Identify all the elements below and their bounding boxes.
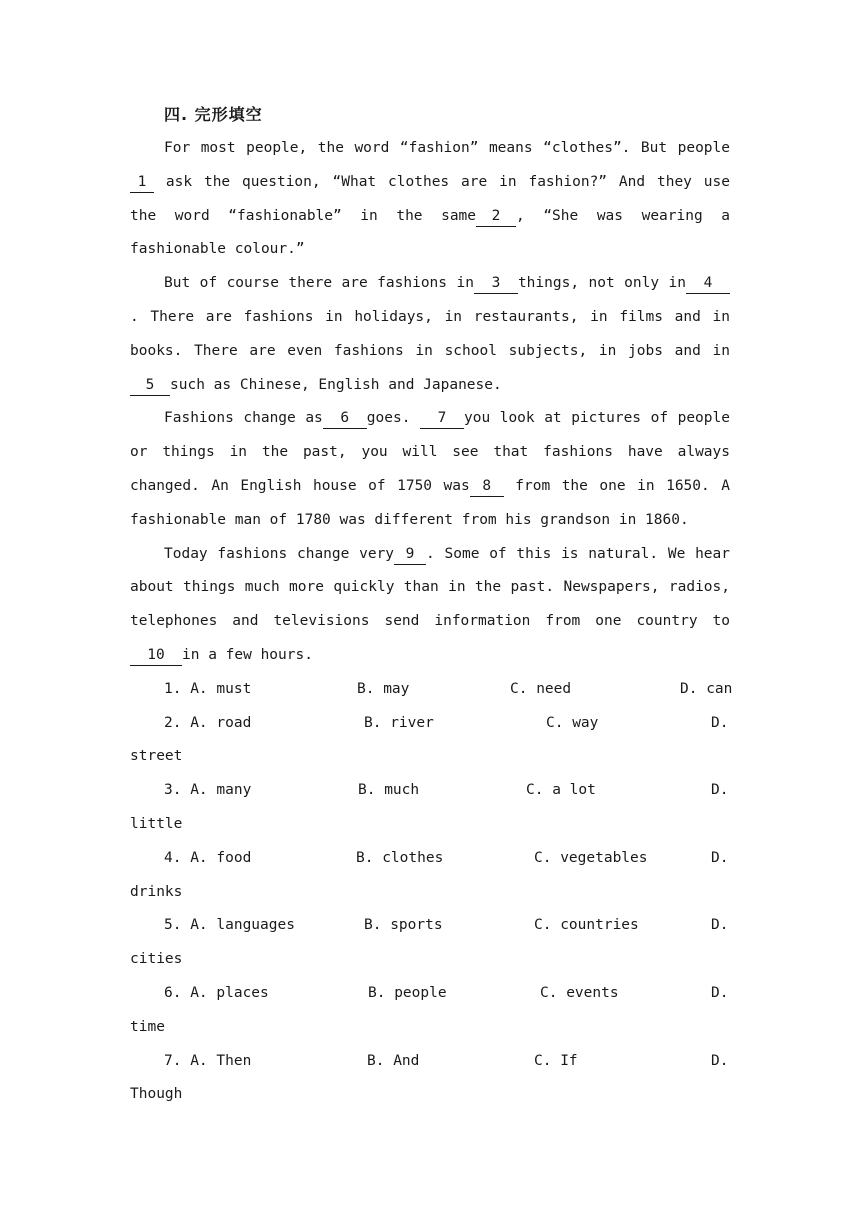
passage-text: . There are fashions in holidays, in restaurants, in films and in books. There are even fashions in school subjects, in jobs and in bbox=[130, 308, 730, 359]
question-wrap-row bbox=[130, 943, 730, 977]
option-b[interactable]: B. may bbox=[357, 680, 410, 697]
option-c[interactable]: C. vegetables bbox=[534, 849, 648, 866]
option-b[interactable]: B. much bbox=[358, 782, 420, 799]
blank-6[interactable]: 6 bbox=[323, 408, 367, 429]
cloze-section bbox=[130, 98, 733, 1112]
question-row bbox=[130, 842, 730, 876]
option-a[interactable]: 2. A. road bbox=[164, 714, 252, 731]
option-d[interactable]: D. bbox=[711, 849, 729, 866]
option-d[interactable]: D. bbox=[711, 917, 729, 934]
option-a[interactable]: 6. A. places bbox=[164, 984, 269, 1001]
option-c[interactable]: C. countries bbox=[534, 917, 639, 934]
passage-text: , “She was wearing a fashionable colour.” bbox=[130, 207, 730, 258]
option-b[interactable]: B. sports bbox=[364, 917, 443, 934]
option-c[interactable]: C. way bbox=[546, 714, 599, 731]
passage-text: Today fashions change very bbox=[164, 545, 395, 562]
question-options bbox=[130, 673, 733, 1112]
passage-text: things, not only in bbox=[517, 275, 686, 292]
question-row bbox=[130, 673, 733, 707]
option-b[interactable]: B. And bbox=[367, 1052, 420, 1069]
blank-3[interactable]: 3 bbox=[474, 273, 518, 294]
blank-2[interactable]: 2 bbox=[476, 206, 516, 227]
option-d-text[interactable]: Though bbox=[130, 1086, 183, 1103]
option-b[interactable]: B. clothes bbox=[356, 849, 444, 866]
option-c[interactable]: C. need bbox=[510, 680, 572, 697]
option-a[interactable]: 4. A. food bbox=[164, 849, 252, 866]
option-d-text[interactable]: time bbox=[130, 1018, 165, 1035]
question-row bbox=[130, 707, 730, 741]
passage-text: such as Chinese, English and Japanese. bbox=[170, 376, 502, 393]
option-d[interactable]: D. bbox=[711, 714, 729, 731]
passage-paragraph-3 bbox=[130, 402, 730, 537]
question-row bbox=[130, 1045, 730, 1079]
passage-text: in a few hours. bbox=[182, 646, 313, 663]
blank-5[interactable]: 5 bbox=[130, 375, 170, 396]
question-row bbox=[130, 909, 730, 943]
option-b[interactable]: B. people bbox=[368, 984, 447, 1001]
passage-text: Fashions change as bbox=[164, 410, 323, 427]
passage-text: But of course there are fashions in bbox=[164, 275, 474, 292]
blank-9[interactable]: 9 bbox=[394, 544, 426, 565]
passage-text: ask the question, “What clothes are in fashion?” And they use the word “fashionable” in the same bbox=[130, 173, 730, 224]
option-d[interactable]: D. bbox=[711, 984, 729, 1001]
option-a[interactable]: 1. A. must bbox=[164, 680, 252, 697]
option-d-text[interactable]: cities bbox=[130, 951, 183, 968]
option-d[interactable]: D. can bbox=[680, 680, 733, 697]
question-wrap-row bbox=[130, 1011, 730, 1045]
passage-text: you look at pictures of people or things in the past, you will see that fashions have always changed. An English house of 1750 was bbox=[130, 410, 730, 494]
option-b[interactable]: B. river bbox=[364, 714, 434, 731]
passage-text: from the one in 1650. A fashionable man of 1780 was different from his grandson in 1860. bbox=[130, 477, 730, 528]
option-a[interactable]: 5. A. languages bbox=[164, 917, 295, 934]
option-c[interactable]: C. a lot bbox=[526, 782, 596, 799]
question-wrap-row bbox=[130, 1078, 730, 1112]
option-d-text[interactable]: street bbox=[130, 748, 183, 765]
blank-4[interactable]: 4 bbox=[686, 273, 730, 294]
option-c[interactable]: C. events bbox=[540, 984, 619, 1001]
question-wrap-row bbox=[130, 876, 730, 910]
blank-7[interactable]: 7 bbox=[420, 408, 464, 429]
option-a[interactable]: 7. A. Then bbox=[164, 1052, 252, 1069]
option-d[interactable]: D. bbox=[711, 1052, 729, 1069]
passage-paragraph-2 bbox=[130, 267, 730, 402]
question-wrap-row bbox=[130, 808, 730, 842]
option-d-text[interactable]: drinks bbox=[130, 883, 183, 900]
blank-8[interactable]: 8 bbox=[470, 476, 504, 497]
passage-paragraph-4 bbox=[130, 538, 730, 673]
option-c[interactable]: C. If bbox=[534, 1052, 578, 1069]
passage-paragraph-1 bbox=[130, 132, 730, 267]
blank-1[interactable]: 1 bbox=[130, 172, 154, 193]
question-row bbox=[130, 977, 730, 1011]
passage-text: goes. bbox=[366, 410, 420, 427]
question-row bbox=[130, 774, 730, 808]
passage-text: For most people, the word “fashion” means “clothes”. But people bbox=[164, 140, 730, 156]
option-d[interactable]: D. bbox=[711, 782, 729, 799]
option-a[interactable]: 3. A. many bbox=[164, 782, 252, 799]
blank-10[interactable]: 10 bbox=[130, 645, 182, 666]
question-wrap-row bbox=[130, 740, 730, 774]
section-heading: 四. 完形填空 bbox=[164, 105, 263, 124]
passage-text: . Some of this is natural. We hear about things much more quickly than in the past. Newspapers, radios, telephones and televisions send information from one country to bbox=[130, 545, 731, 630]
option-d-text[interactable]: little bbox=[130, 815, 183, 832]
